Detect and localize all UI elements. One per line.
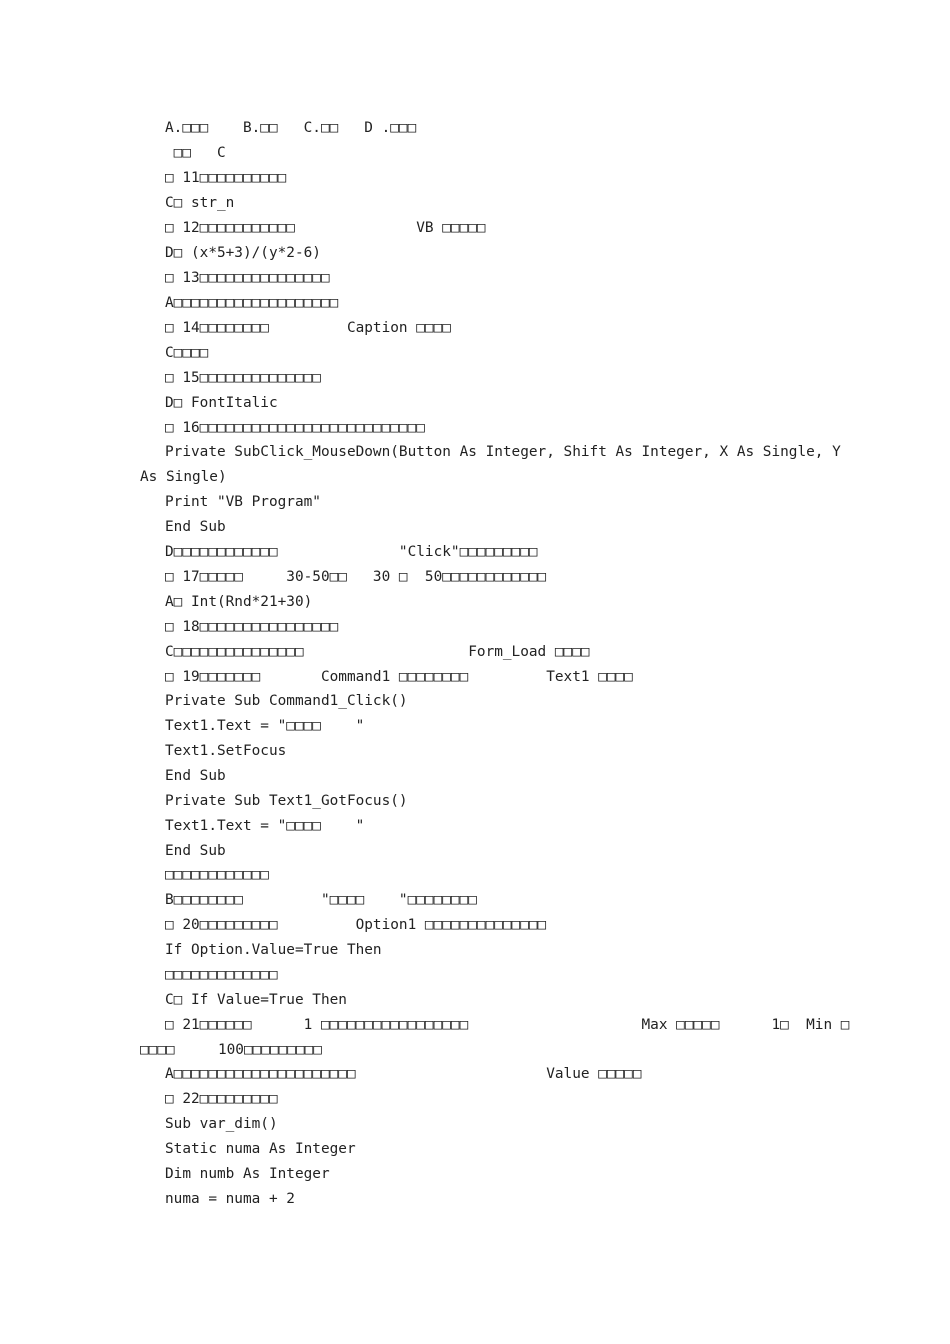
answer-11: C□ str_n [165, 195, 235, 211]
code-line: Text1.Text = "□□□□ " [165, 718, 365, 734]
code-line: End Sub [165, 519, 226, 535]
code-line: Text1.Text = "□□□□ " [165, 818, 365, 834]
answer-12: D□ (x*5+3)/(y*2-6) [165, 245, 321, 261]
answer-18: C□□□□□□□□□□□□□□□ Form_Load □□□□ [165, 644, 590, 660]
code-line: If Option.Value=True Then [165, 942, 382, 958]
question-20: □ 20□□□□□□□□□ Option1 □□□□□□□□□□□□□□ [165, 917, 547, 933]
code-line: End Sub [165, 768, 226, 784]
question-16: □ 16□□□□□□□□□□□□□□□□□□□□□□□□□□ [165, 420, 425, 436]
code-line-wrap: As Single) [140, 469, 227, 485]
code-line: Text1.SetFocus [165, 743, 287, 759]
question-15: □ 15□□□□□□□□□□□□□□ [165, 370, 321, 386]
answer-14: C□□□□ [165, 345, 209, 361]
answer-line: □□ C [165, 145, 226, 161]
question-12: □ 12□□□□□□□□□□□ VB □□□□□ [165, 220, 486, 236]
answer-13: A□□□□□□□□□□□□□□□□□□□ [165, 295, 339, 311]
question-19: □ 19□□□□□□□ Command1 □□□□□□□□ Text1 □□□□ [165, 669, 633, 685]
code-line: Static numa As Integer [165, 1141, 356, 1157]
answer-21: A□□□□□□□□□□□□□□□□□□□□□ Value □□□□□ [165, 1066, 642, 1082]
code-line: Private Sub Command1_Click() [165, 693, 408, 709]
answer-15: D□ FontItalic [165, 395, 278, 411]
question-20-prompt: □□□□□□□□□□□□□ [165, 967, 278, 983]
question-19-prompt: □□□□□□□□□□□□ [165, 867, 269, 883]
code-line: Sub var_dim() [165, 1116, 278, 1132]
code-line: End Sub [165, 843, 226, 859]
answer-17: A□ Int(Rnd*21+30) [165, 594, 313, 610]
question-13: □ 13□□□□□□□□□□□□□□□ [165, 270, 330, 286]
code-line: Private Sub Text1_GotFocus() [165, 793, 408, 809]
answer-20: C□ If Value=True Then [165, 992, 347, 1008]
question-22: □ 22□□□□□□□□□ [165, 1091, 278, 1107]
answer-options-line: A.□□□ B.□□ C.□□ D .□□□ [165, 120, 417, 136]
question-17: □ 17□□□□□ 30-50□□ 30 □ 50□□□□□□□□□□□□ [165, 569, 547, 585]
question-14: □ 14□□□□□□□□ Caption □□□□ [165, 320, 451, 336]
question-18: □ 18□□□□□□□□□□□□□□□□ [165, 619, 339, 635]
code-line: Print "VB Program" [165, 494, 321, 510]
answer-16: D□□□□□□□□□□□□ "Click"□□□□□□□□□ [165, 544, 538, 560]
code-line: Dim numb As Integer [165, 1166, 330, 1182]
question-21-wrap: □□□□ 100□□□□□□□□□ [140, 1042, 322, 1058]
code-line: Private SubClick_MouseDown(Button As Integer, Shift As Integer, X As Single, Y [165, 444, 841, 460]
question-11: □ 11□□□□□□□□□□ [165, 170, 287, 186]
code-line: numa = numa + 2 [165, 1191, 295, 1207]
question-21: □ 21□□□□□□ 1 □□□□□□□□□□□□□□□□□ Max □□□□□ 1□ Min □ [165, 1017, 850, 1033]
answer-19: B□□□□□□□□ "□□□□ "□□□□□□□□ [165, 892, 477, 908]
